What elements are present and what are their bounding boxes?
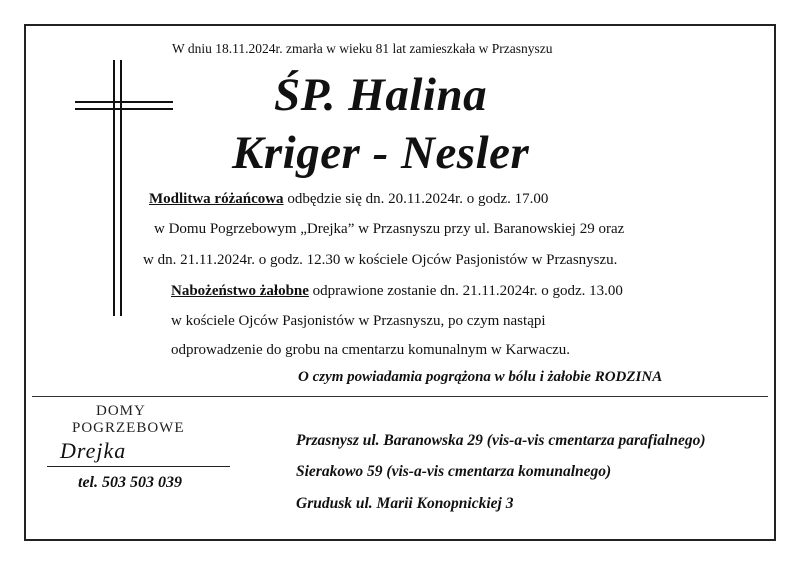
logo-script-text: Drejka [60, 438, 127, 463]
rosary-line-2: w Domu Pogrzebowym „Drejka” w Przasnyszu przy ul. Baranowskiej 29 oraz [154, 221, 625, 237]
logo-text-top: DOMY [96, 403, 146, 419]
intro-text: W dniu 18.11.2024r. zmarła w wieku 81 lat zamieszkała w Przasnyszu [172, 41, 553, 56]
logo-text-middle: POGRZEBOWE [72, 420, 185, 436]
deceased-name-first: ŚP. Halina [274, 69, 488, 121]
section-divider [32, 396, 768, 397]
funeral-label: Nabożeństwo żałobne [171, 283, 309, 299]
logo-underline [47, 466, 230, 467]
funeral-line-2: w kościele Ojców Pasjonistów w Przasnyszu, po czym nastąpi [171, 313, 546, 329]
address-sierakowo: Sierakowo 59 (vis-a-vis cmentarza komunalnego) [296, 463, 612, 480]
phone-number: tel. 503 503 039 [78, 474, 182, 491]
funeral-line-1 [171, 283, 623, 300]
funeral-line-3: odprowadzenie do grobu na cmentarzu komunalnym w Karwaczu. [171, 342, 571, 358]
funeral-line-1-text: odprawione zostanie dn. 21.11.2024r. o godz. 13.00 [308, 283, 623, 299]
closing-text: O czym powiadamia pogrążona w bólu i żałobie RODZINA [298, 369, 663, 385]
rosary-line-1-text: odbędzie się dn. 20.11.2024r. o godz. 17.00 [283, 191, 549, 207]
deceased-name-surname: Kriger - Nesler [232, 127, 530, 179]
rosary-line-1 [149, 191, 548, 208]
rosary-line-3: w dn. 21.11.2024r. o godz. 12.30 w kościele Ojców Pasjonistów w Przasnyszu. [143, 252, 618, 268]
address-grudusk: Grudusk ul. Marii Konopnickiej 3 [296, 495, 514, 512]
address-przasnysz: Przasnysz ul. Baranowska 29 (vis-a-vis cmentarza parafialnego) [296, 432, 706, 449]
rosary-label: Modlitwa różańcowa [149, 191, 284, 207]
